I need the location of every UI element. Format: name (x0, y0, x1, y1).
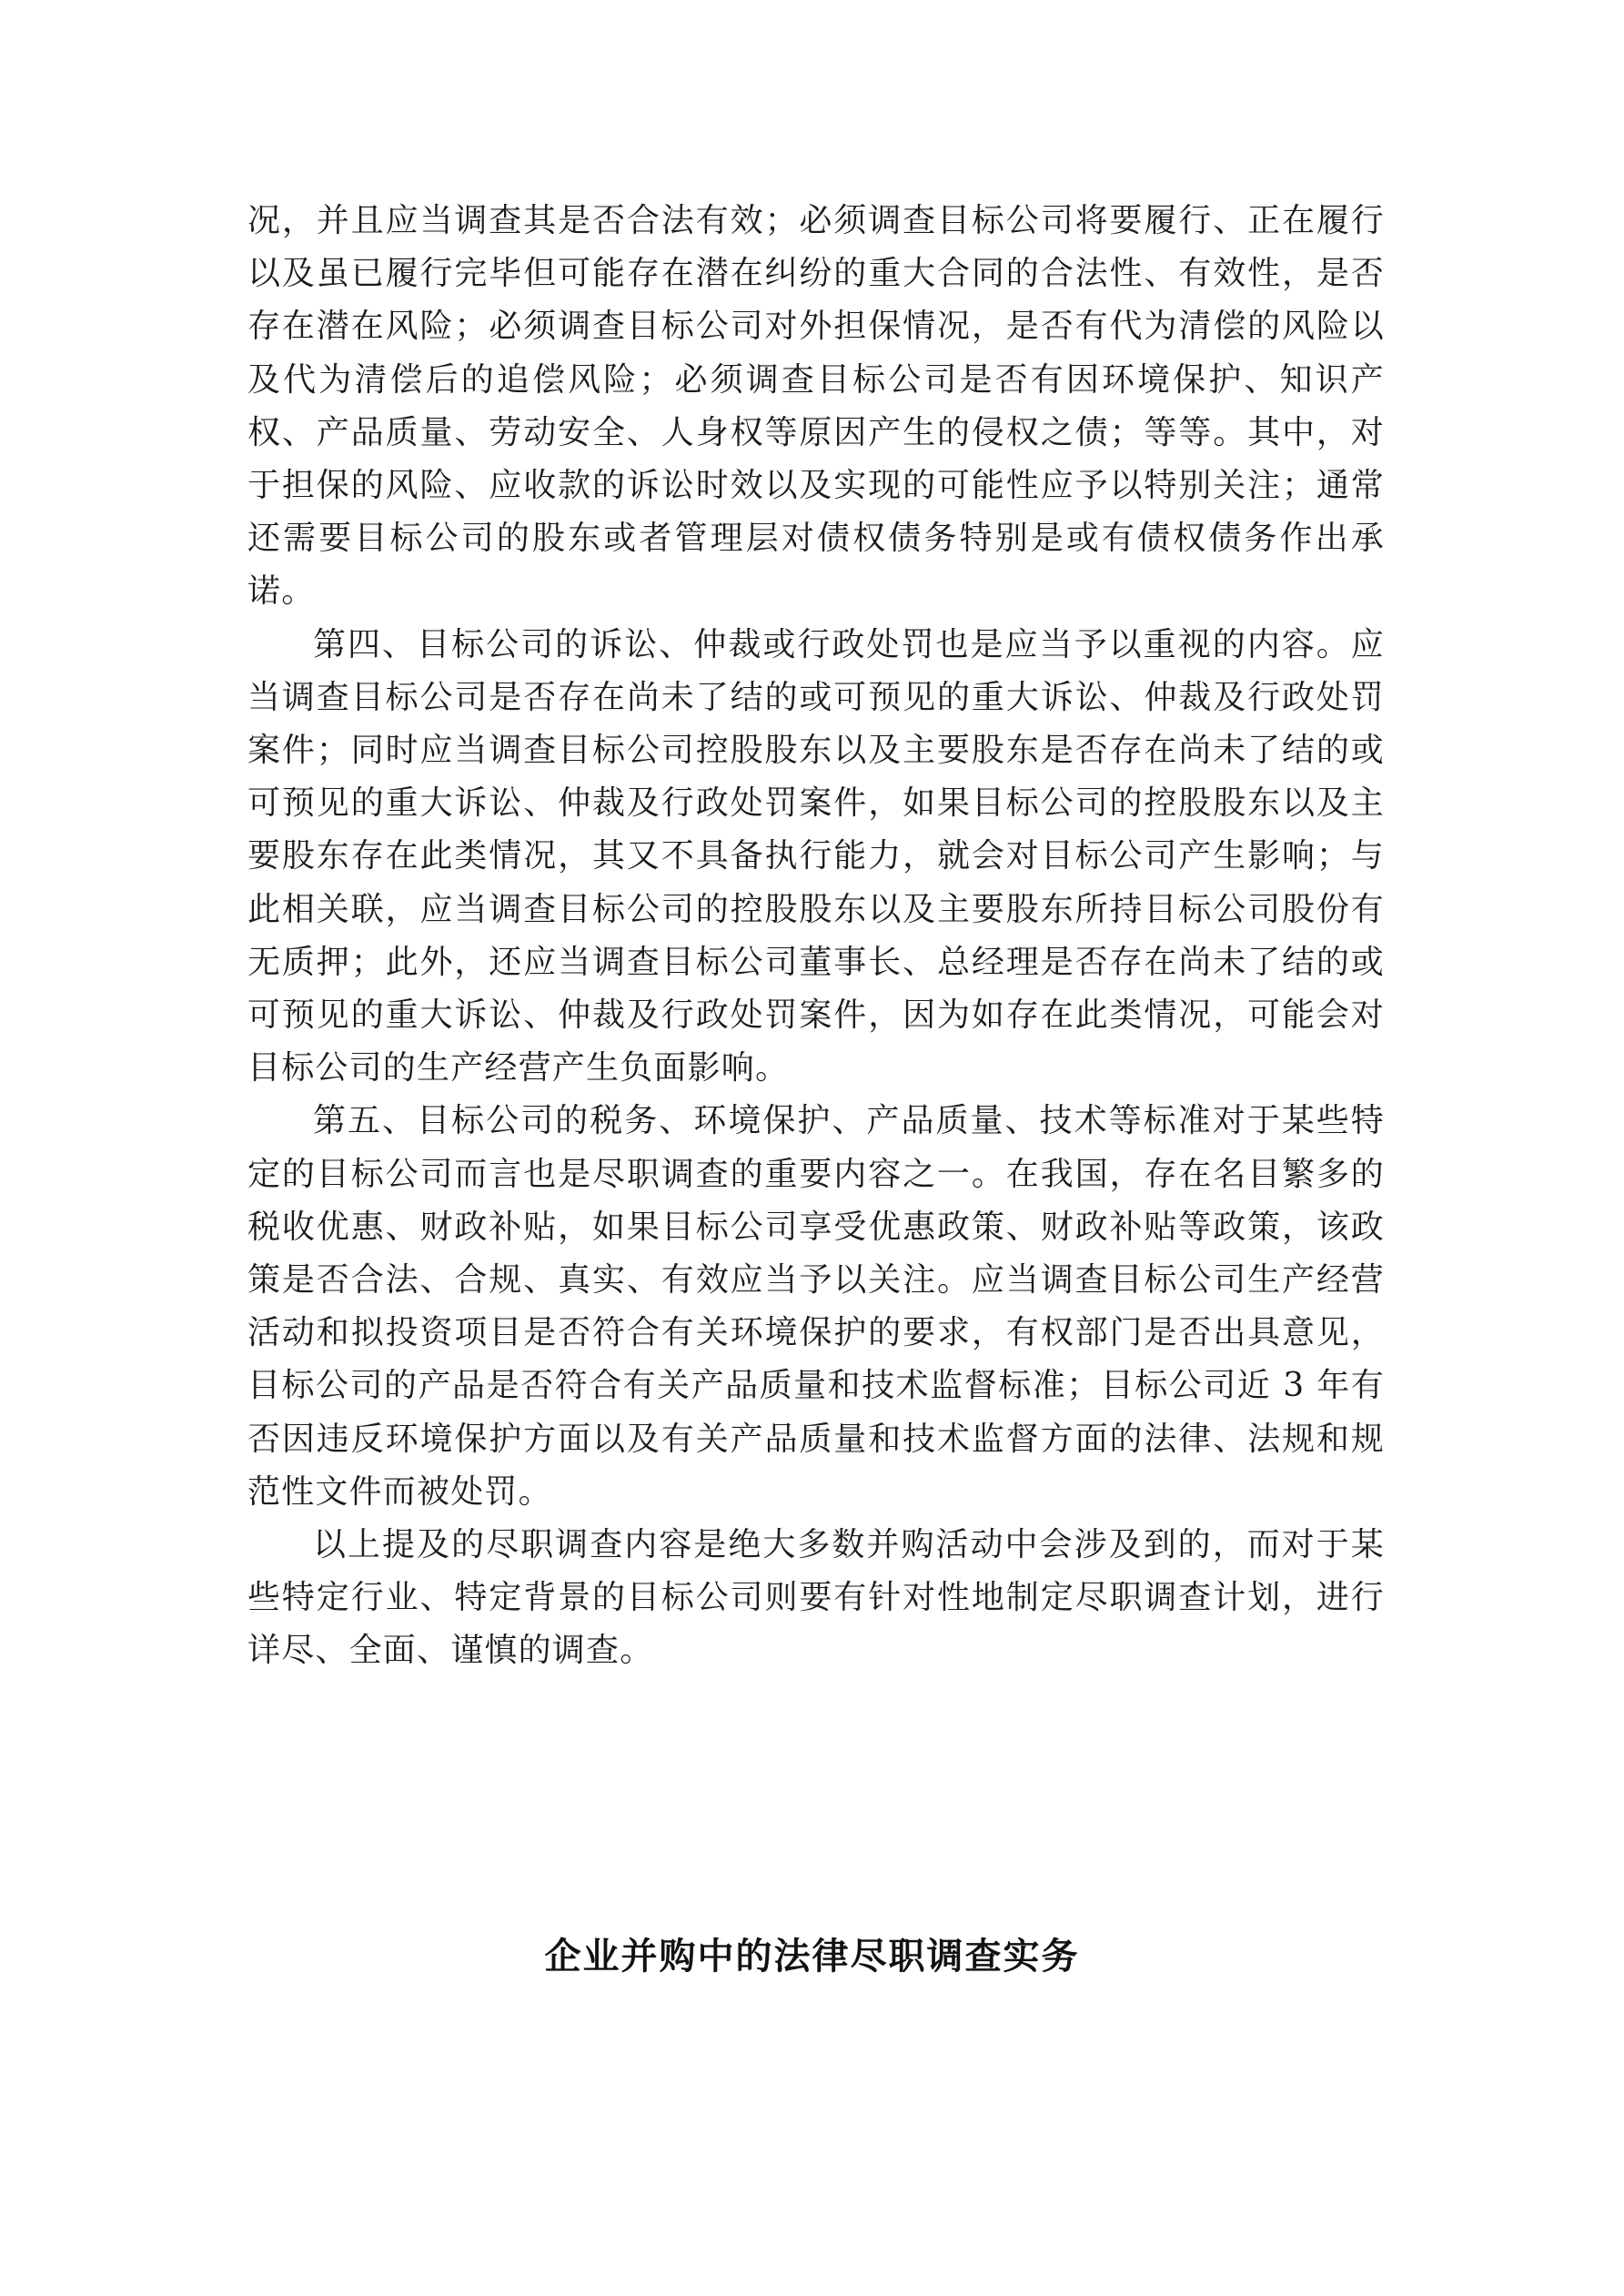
section-title: 企业并购中的法律尽职调查实务 (544, 1936, 1080, 1977)
paragraph-summary: 以上提及的尽职调查内容是绝大多数并购活动中会涉及到的，而对于某些特定行业、特定背景的目标公司则要有针对性地制定尽职调查计划，进行详尽、全面、谨慎的调查。 (247, 1526, 1385, 1670)
paragraph-continuation: 况，并且应当调查其是否合法有效；必须调查目标公司将要履行、正在履行以及虽已履行完毕但可能存在潜在纠纷的重大合同的合法性、有效性，是否存在潜在风险；必须调查目标公司对外担保情况，是否有代为清偿的风险以及代为清偿后的追偿风险；必须调查目标公司是否有因环境保护、知识产权、产品质量、劳动安全、人身权等原因产生的侵权之债；等等。其中，对于担保的风险、应收款的诉讼时效以及实现的可能性应予以特别关注；通常还需要目标公司的股东或者管理层对债权债务特别是或有债权债务作出承诺。 (247, 202, 1385, 611)
document-body (247, 195, 1385, 1678)
paragraph-tax-environment: 第五、目标公司的税务、环境保护、产品质量、技术等标准对于某些特定的目标公司而言也是尽职调查的重要内容之一。在我国，存在名目繁多的税收优惠、财政补贴，如果目标公司享受优惠政策、财政补贴等政策，该政策是否合法、合规、真实、有效应当予以关注。应当调查目标公司生产经营活动和拟投资项目是否符合有关环境保护的要求，有权部门是否出具意见，目标公司的产品是否符合有关产品质量和技术监督标准；目标公司近 3 年有否因违反环境保护方面以及有关产品质量和技术监督方面的法律、法规和规范性文件而被处罚。 (247, 1102, 1385, 1511)
paragraph-litigation: 第四、目标公司的诉讼、仲裁或行政处罚也是应当予以重视的内容。应当调查目标公司是否存在尚未了结的或可预见的重大诉讼、仲裁及行政处罚案件；同时应当调查目标公司控股股东以及主要股东是否存在尚未了结的或可预见的重大诉讼、仲裁及行政处罚案件，如果目标公司的控股股东以及主要股东存在此类情况，其又不具备执行能力，就会对目标公司产生影响；与此相关联，应当调查目标公司的控股股东以及主要股东所持目标公司股份有无质押；此外，还应当调查目标公司董事长、总经理是否存在尚未了结的或可预见的重大诉讼、仲裁及行政处罚案件，因为如存在此类情况，可能会对目标公司的生产经营产生负面影响。 (247, 625, 1385, 1087)
